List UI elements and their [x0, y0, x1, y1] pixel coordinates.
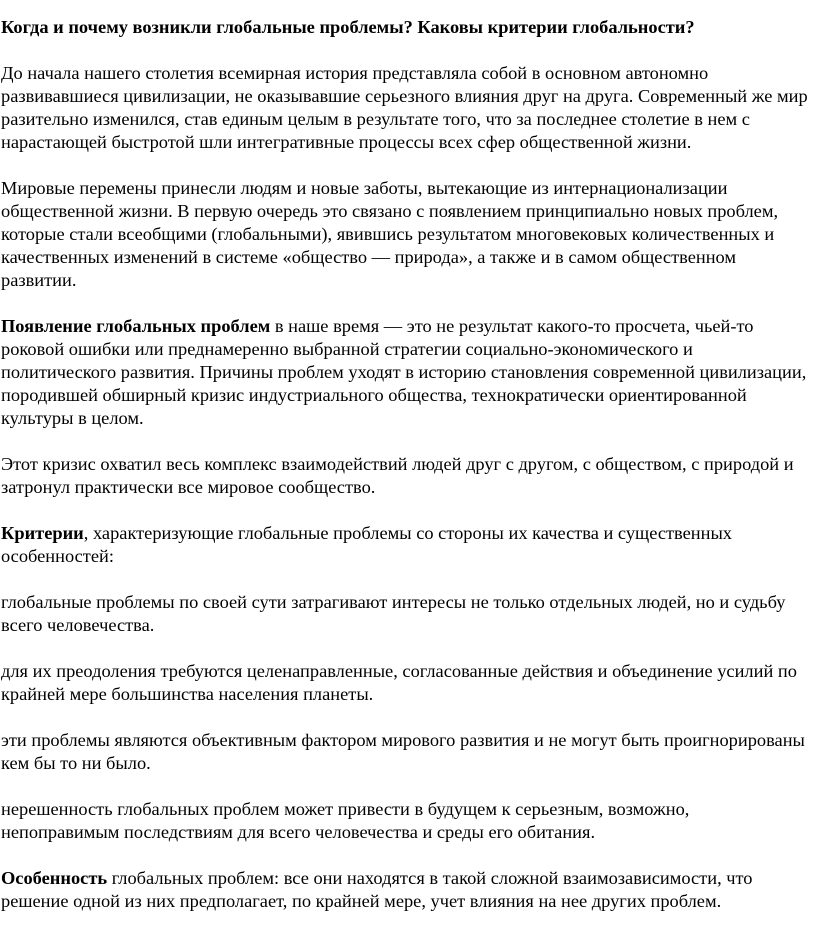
paragraph-text: для их преодоления требуются целенаправленные, согласованные действия и объединение усилий по крайней мере большинства населения планеты. [1, 661, 797, 704]
criterion-item-3 [1, 729, 812, 775]
paragraph-lead-bold: Особенность [1, 868, 108, 888]
paragraph-text: До начала нашего столетия всемирная история представляла собой в основном автономно развивавшиеся цивилизации, не оказывавшие серьезного влияния друг на друга. Современный же мир разительно изменился, став единым целым в результате того, что за последнее столетие в нем с нарастающей быстротой шли интегративные процессы всех сфер общественной жизни. [1, 63, 808, 152]
paragraph-feature [1, 867, 812, 913]
criterion-item-2 [1, 660, 812, 706]
criterion-item-1 [1, 591, 812, 637]
paragraph-text: глобальные проблемы по своей сути затрагивают интересы не только отдельных людей, но и судьбу всего человечества. [1, 592, 786, 635]
paragraph-emergence [1, 315, 812, 430]
criterion-item-4 [1, 798, 812, 844]
paragraph-text: нерешенность глобальных проблем может привести в будущем к серьезным, возможно, непоправимым последствиям для всего человечества и среды его обитания. [1, 799, 690, 842]
paragraph-text: , характеризующие глобальные проблемы со стороны их качества и существенных особенностей: [1, 523, 732, 566]
paragraph-intro-history [1, 62, 812, 154]
document-title: Когда и почему возникли глобальные проблемы? Каковы критерии глобальности? [1, 17, 695, 37]
paragraph-lead-bold: Появление глобальных проблем [1, 316, 271, 336]
paragraph-world-changes [1, 177, 812, 292]
paragraph-criteria [1, 522, 812, 568]
paragraph-crisis [1, 453, 812, 499]
paragraph-text: в наше время — это не результат какого-то просчета, чьей-то роковой ошибки или преднамеренно выбранной стратегии социально-экономического и политического развития. Причины проблем уходят в историю становления современной цивилизации, породившей обширный кризис индустриального общества, технократически ориентированной культуры в целом. [1, 316, 807, 428]
paragraph-text: эти проблемы являются объективным фактором мирового развития и не могут быть проигнорированы кем бы то ни было. [1, 730, 805, 773]
paragraph-lead-bold: Критерии [1, 523, 84, 543]
paragraph-text: Мировые перемены принесли людям и новые заботы, вытекающие из интернационализации общественной жизни. В первую очередь это связано с появлением принципиально новых проблем, которые стали всеобщими (глобальными), явившись результатом многовековых количественных и качественных изменений в системе «общество — природа», а также и в самом общественном развитии. [1, 178, 779, 290]
paragraph-text: глобальных проблем: все они находятся в такой сложной взаимозависимости, что решение одной из них предполагает, по крайней мере, учет влияния на нее других проблем. [1, 868, 753, 911]
paragraph-text: Этот кризис охватил весь комплекс взаимодействий людей друг с другом, с обществом, с природой и затронул практически все мировое сообщество. [1, 454, 794, 497]
